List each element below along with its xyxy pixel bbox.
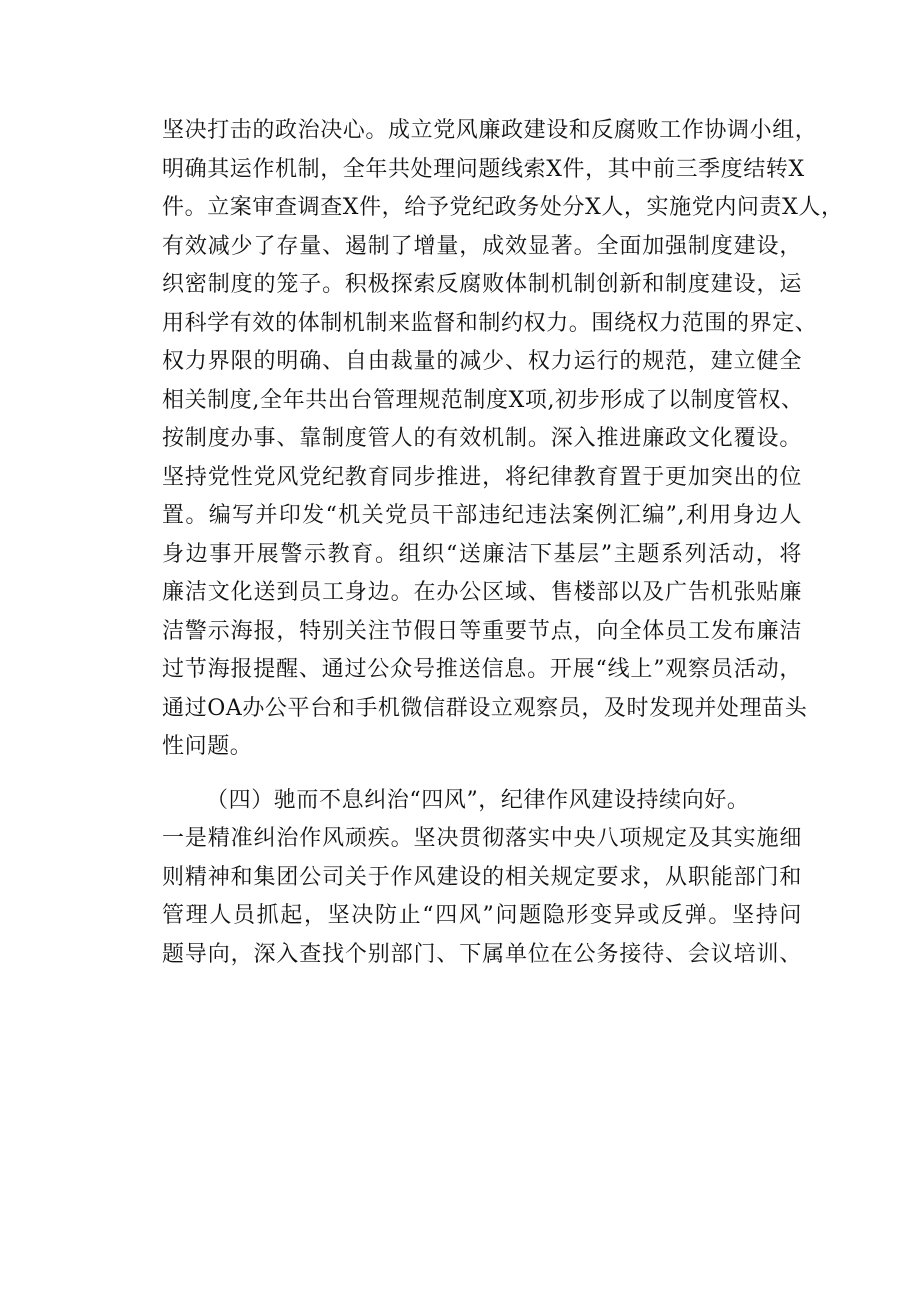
- paragraph-spacing: [162, 767, 802, 782]
- text-line: 一是精准纠治作风顽疾。坚决贯彻落实中央八项规定及其实施细: [162, 826, 802, 851]
- paragraph-section-four: [162, 820, 802, 974]
- text-line: 明确其运作机制，全年共处理问题线索X件，其中前三季度结转X: [162, 156, 805, 182]
- paragraph-continued: [162, 112, 844, 767]
- text-line: 坚决打击的政治决心。成立党风廉政建设和反腐败工作协调小组，: [162, 118, 818, 143]
- text-line: 通过OA办公平台和手机微信群设立观察员，及时发现并处理苗头: [162, 695, 808, 721]
- text-line: 则精神和集团公司关于作风建设的相关规定要求，从职能部门和: [162, 864, 802, 890]
- text-line: 置。编写并印发“机关党员干部违纪违法案例汇编”,利用身边人: [162, 503, 802, 528]
- text-line: 用科学有效的体制机制来监督和制约权力。围绕权力范围的界定、: [162, 310, 818, 336]
- text-line: 管理人员抓起，坚决防止“四风”问题隐形变异或反弹。坚持问: [162, 903, 802, 928]
- text-line: 洁警示海报，特别关注节假日等重要节点，向全体员工发布廉洁: [162, 618, 802, 644]
- text-line: 相关制度,全年共出台管理规范制度X项,初步形成了以制度管权、: [162, 387, 804, 413]
- text-line: 件。立案审查调查X件，给予党纪政务处分X人，实施党内问责X人，: [162, 195, 844, 220]
- text-line: 按制度办事、靠制度管人的有效机制。深入推进廉政文化覆设。: [162, 426, 802, 451]
- text-line: 廉洁文化送到员工身边。在办公区域、售楼部以及广告机张贴廉: [162, 580, 802, 605]
- text-line: 过节海报提醒、通过公众号推送信息。开展“线上”观察员活动，: [162, 657, 802, 682]
- section-heading: （四）驰而不息纠治“四风”，纪律作风建设持续向好。: [206, 787, 750, 813]
- text-line: 有效减少了存量、遏制了增量，成效显著。全面加强制度建设，: [162, 233, 802, 259]
- body-text: [162, 112, 844, 974]
- text-line: 性问题。: [162, 734, 253, 759]
- text-line: 题导向，深入查找个别部门、下属单位在公务接待、会议培训、: [162, 941, 802, 967]
- text-line: 坚持党性党风党纪教育同步推进，将纪律教育置于更加突出的位: [162, 464, 802, 490]
- text-line: 权力界限的明确、自由裁量的减少、权力运行的规范，建立健全: [162, 349, 802, 374]
- text-line: 织密制度的笼子。积极探索反腐败体制机制创新和制度建设，运: [162, 272, 802, 297]
- text-line: 身边事开展警示教育。组织“送廉洁下基层”主题系列活动，将: [162, 541, 802, 567]
